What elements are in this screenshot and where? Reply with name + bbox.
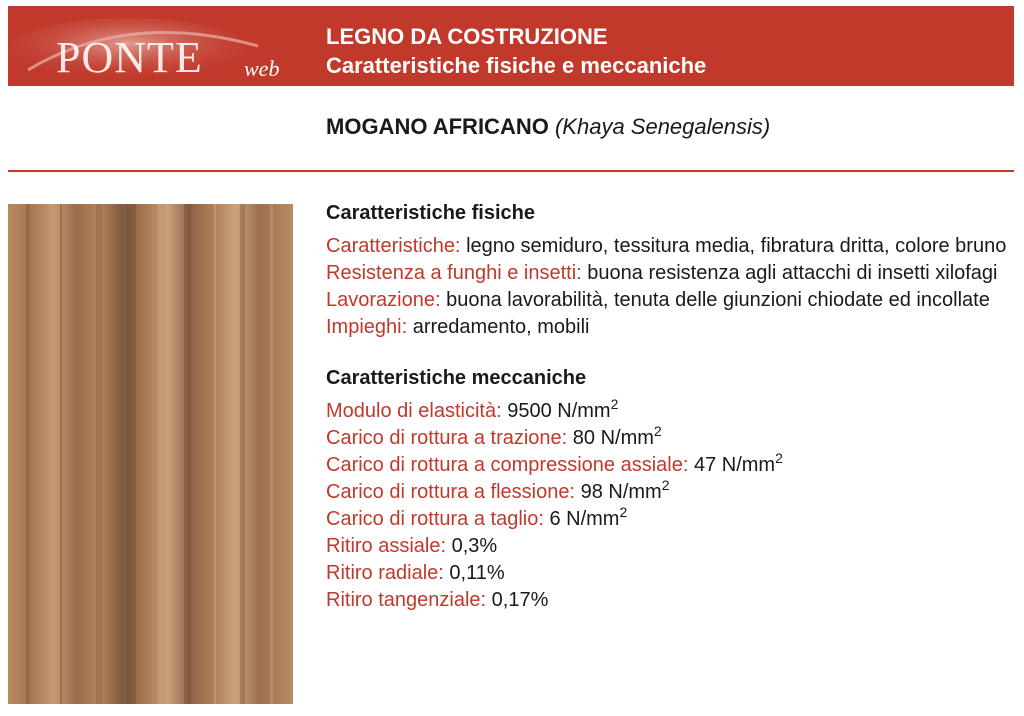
physical-section-title: Caratteristiche fisiche	[326, 202, 535, 224]
section-divider	[8, 170, 1014, 172]
row-label: Impieghi:	[326, 316, 408, 338]
mechanical-row	[326, 506, 1014, 533]
row-label: Ritiro radiale:	[326, 562, 444, 584]
mechanical-section-title: Caratteristiche meccaniche	[326, 367, 587, 389]
header-titles	[326, 22, 706, 80]
logo-graphic	[8, 6, 308, 86]
mechanical-row	[326, 533, 1014, 560]
row-label: Ritiro tangenziale:	[326, 589, 487, 611]
row-value-exponent: 2	[661, 477, 670, 493]
row-label: Resistenza a funghi e insetti:	[326, 262, 582, 284]
mechanical-row	[326, 479, 1014, 506]
physical-list	[326, 233, 1014, 341]
physical-row	[326, 260, 1014, 287]
row-label: Carico di rottura a taglio:	[326, 508, 544, 530]
row-value: legno semiduro, tessitura media, fibratura dritta, colore bruno	[466, 235, 1007, 257]
physical-row	[326, 314, 1014, 341]
row-label: Lavorazione:	[326, 289, 441, 311]
row-label: Carico di rottura a trazione:	[326, 427, 568, 449]
wood-grain-sample-image	[8, 204, 293, 704]
row-value: buona resistenza agli attacchi di insetti xilofagi	[587, 262, 998, 284]
row-value-exponent: 2	[653, 423, 662, 439]
row-value: 47 N/mm	[693, 454, 776, 476]
mechanical-row	[326, 398, 1014, 425]
row-label: Modulo di elasticità:	[326, 400, 502, 422]
row-value: 98 N/mm	[580, 481, 662, 503]
header-title: LEGNO DA COSTRUZIONE	[326, 24, 608, 49]
row-value: 6 N/mm	[549, 508, 620, 530]
row-value: 0,3%	[451, 535, 498, 557]
row-value: 80 N/mm	[572, 427, 654, 449]
row-value: 0,11%	[449, 562, 505, 584]
characteristics-panel	[326, 200, 1014, 614]
mechanical-row	[326, 587, 1014, 614]
physical-row	[326, 233, 1014, 260]
row-label: Carico di rottura a flessione:	[326, 481, 576, 503]
row-value: arredamento, mobili	[412, 316, 590, 338]
logo-suffix-text: web	[244, 56, 280, 81]
row-value: buona lavorabilità, tenuta delle giunzioni chiodate ed incollate	[446, 289, 990, 311]
wood-species-title	[326, 114, 770, 140]
physical-row	[326, 287, 1014, 314]
row-label: Caratteristiche:	[326, 235, 461, 257]
mechanical-list	[326, 398, 1014, 614]
row-value-exponent: 2	[610, 396, 619, 412]
mechanical-row	[326, 560, 1014, 587]
page-header	[8, 6, 1014, 86]
species-latin-name: (Khaya Senegalensis)	[554, 114, 771, 139]
mechanical-row	[326, 452, 1014, 479]
ponte-web-logo	[8, 6, 308, 86]
logo-main-text: PONTE	[56, 33, 203, 82]
row-value: 9500 N/mm	[507, 400, 611, 422]
row-value: 0,17%	[491, 589, 549, 611]
row-label: Carico di rottura a compressione assiale:	[326, 454, 689, 476]
row-label: Ritiro assiale:	[326, 535, 447, 557]
mechanical-row	[326, 425, 1014, 452]
row-value-exponent: 2	[775, 450, 783, 466]
row-value-exponent: 2	[619, 504, 628, 520]
header-subtitle: Caratteristiche fisiche e meccaniche	[326, 53, 707, 78]
species-common-name: MOGANO AFRICANO	[326, 114, 549, 139]
